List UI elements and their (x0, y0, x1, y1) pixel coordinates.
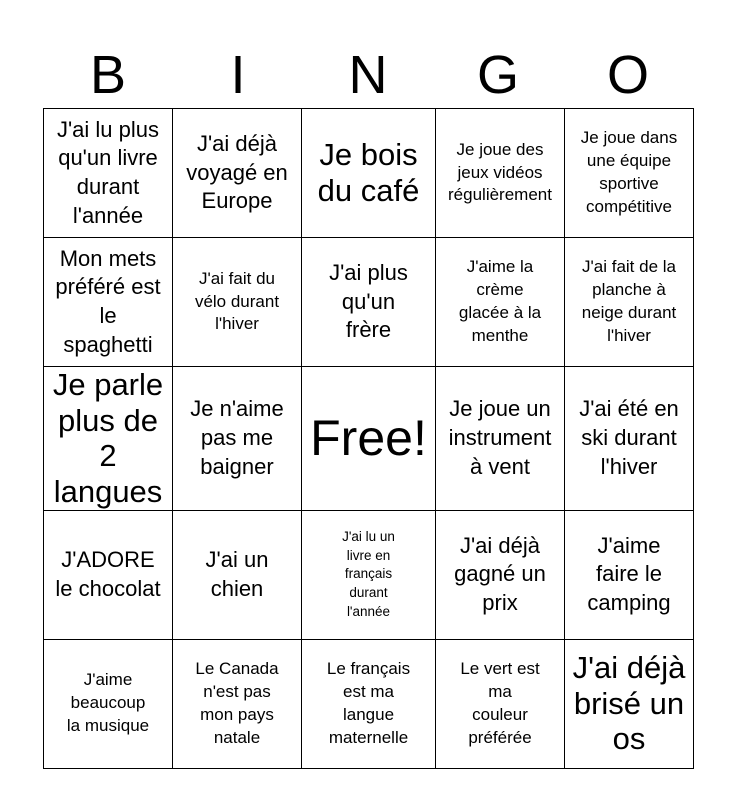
bingo-board (43, 108, 694, 769)
bingo-cell[interactable] (302, 238, 436, 367)
bingo-cell[interactable] (565, 639, 694, 768)
bingo-cell-text: Le Canada n'est pas mon pays natale (195, 658, 279, 747)
bingo-cell[interactable] (436, 238, 565, 367)
board-row (44, 639, 694, 768)
bingo-cell-text: Free! (310, 410, 427, 467)
bingo-cell[interactable] (173, 109, 302, 238)
bingo-cell-text: J'ai lu un livre en français durant l'année (342, 529, 395, 619)
header-letter-g: G (476, 45, 519, 105)
bingo-header (43, 42, 693, 108)
bingo-cell-text: J'ai plus qu'un frère (329, 260, 408, 343)
bingo-cell[interactable] (436, 367, 565, 511)
bingo-cell[interactable] (436, 109, 565, 238)
bingo-cell[interactable] (565, 367, 694, 511)
bingo-cell-text: Je joue un instrument à vent (448, 396, 552, 479)
bingo-cell-text: J'ai un chien (205, 546, 269, 601)
bingo-cell[interactable] (173, 238, 302, 367)
bingo-cell-text: J'ai déjà brisé un os (572, 650, 686, 757)
header-letter-o: O (606, 45, 649, 105)
bingo-cell-text: J'ai été en ski durant l'hiver (579, 396, 679, 479)
bingo-cell-text: J'ADORE le chocolat (55, 546, 161, 601)
bingo-cell-text: J'aime la crème glacée à la menthe (458, 257, 542, 345)
bingo-cell[interactable] (173, 639, 302, 768)
bingo-cell[interactable] (565, 238, 694, 367)
bingo-cell-text: J'aime beaucoup la musique (66, 670, 150, 736)
bingo-cell-text: Mon mets préféré est le spaghetti (55, 245, 161, 357)
bingo-cell[interactable] (173, 510, 302, 639)
bingo-cell[interactable] (44, 639, 173, 768)
bingo-cell-text: Je bois du café (317, 137, 420, 208)
bingo-cell-text: J'aime faire le camping (587, 532, 671, 615)
bingo-cell-text: Le français est ma langue maternelle (326, 658, 411, 747)
bingo-cell-text: J'ai déjà voyagé en Europe (186, 131, 288, 214)
bingo-cell[interactable] (44, 510, 173, 639)
bingo-cell-text: J'ai fait de la planche à neige durant l'hiver (581, 257, 677, 345)
bingo-cell-text: Le vert est ma couleur préférée (460, 658, 540, 747)
bingo-cell[interactable] (565, 109, 694, 238)
header-letter-i: I (230, 45, 246, 105)
board-row (44, 238, 694, 367)
bingo-cell[interactable] (44, 238, 173, 367)
bingo-cell-text: J'ai fait du vélo durant l'hiver (194, 268, 280, 334)
bingo-cell[interactable] (173, 367, 302, 511)
bingo-cell[interactable] (565, 510, 694, 639)
bingo-cell[interactable] (44, 109, 173, 238)
bingo-cell[interactable] (302, 109, 436, 238)
bingo-cell[interactable] (436, 510, 565, 639)
board-row (44, 510, 694, 639)
bingo-cell-text: Je joue des jeux vidéos régulièrement (448, 139, 552, 205)
header-letter-n: N (348, 45, 388, 105)
bingo-cell-text: Je n'aime pas me baigner (190, 396, 284, 479)
bingo-cell-text: Je joue dans une équipe sportive compétitive (580, 128, 678, 216)
bingo-cell[interactable] (44, 367, 173, 511)
bingo-cell[interactable] (436, 639, 565, 768)
board-row (44, 109, 694, 238)
header-letter-b: B (89, 45, 127, 105)
bingo-cell-text: J'ai déjà gagné un prix (454, 532, 546, 615)
bingo-cell-text: Je parle plus de 2 langues (52, 367, 164, 509)
board-row (44, 367, 694, 511)
bingo-cell[interactable] (302, 367, 436, 511)
bingo-cell[interactable] (302, 510, 436, 639)
bingo-cell-text: J'ai lu plus qu'un livre durant l'année (56, 116, 160, 228)
bingo-cell[interactable] (302, 639, 436, 768)
